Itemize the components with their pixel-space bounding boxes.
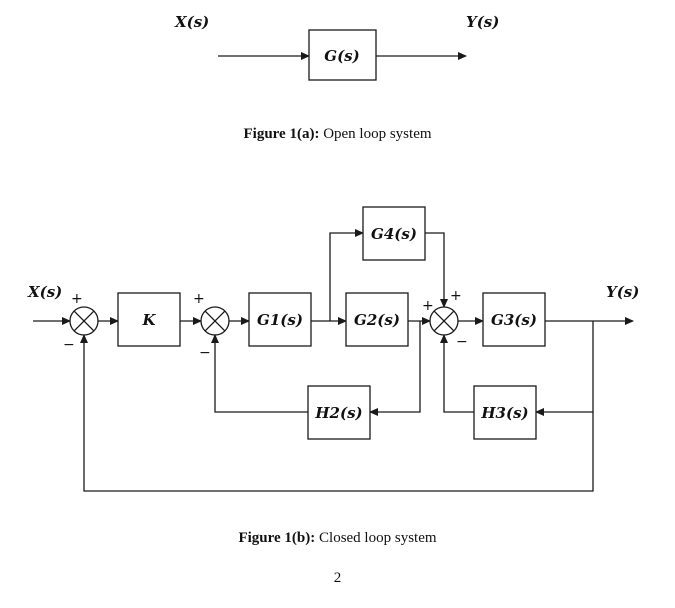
summing-junction-2: [201, 307, 229, 335]
fig-b-output-label: Y(s): [606, 283, 640, 301]
sj2-plus-sign: +: [193, 291, 205, 307]
summing-junction-3: [430, 307, 458, 335]
page-number: 2: [333, 570, 342, 586]
block-k-label: K: [142, 311, 156, 329]
figure-1a-caption: [0, 126, 675, 143]
figure-1b-caption: [0, 530, 675, 547]
block-g3-label: G3(s): [491, 311, 537, 329]
sj3-plus-top-sign: +: [450, 288, 462, 304]
fig-a-block-g-label: G(s): [324, 47, 360, 65]
fig-a-input-label: X(s): [175, 13, 210, 31]
figure-1b-caption-text: Closed loop system: [315, 530, 437, 546]
figure-1b-diagram: [27, 207, 639, 491]
sj1-minus-sign: −: [63, 337, 75, 353]
g4-to-sj3-arrow: [425, 233, 444, 307]
block-g1-label: G1(s): [257, 311, 303, 329]
figure-1a-caption-label: Figure 1(a):: [243, 126, 320, 142]
fig-a-output-label: Y(s): [466, 13, 500, 31]
figure-1a-caption-text: Open loop system: [319, 126, 432, 142]
block-h2-label: H2(s): [315, 404, 363, 422]
figure-1a-diagram: [174, 13, 499, 80]
block-g2-label: G2(s): [354, 311, 400, 329]
sj3-minus-sign: −: [456, 334, 468, 350]
sj2-minus-sign: −: [199, 345, 211, 361]
block-g4-label: G4(s): [371, 225, 417, 243]
summing-junction-1: [70, 307, 98, 335]
sj1-plus-sign: +: [71, 291, 83, 307]
fig-b-input-label: X(s): [28, 283, 63, 301]
figure-1b-caption-label: Figure 1(b):: [238, 530, 316, 546]
sj3-plus-left-sign: +: [422, 298, 434, 314]
block-h3-label: H3(s): [481, 404, 529, 422]
